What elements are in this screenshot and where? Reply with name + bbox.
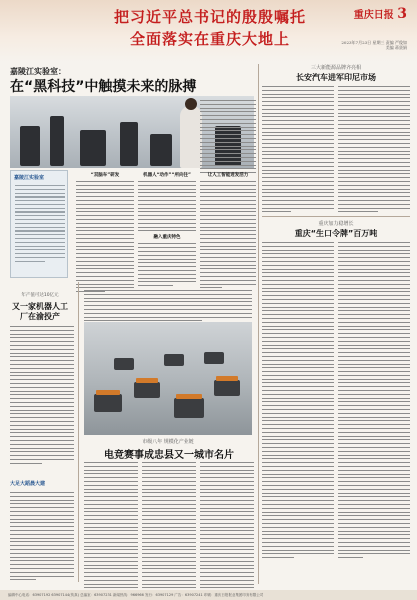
issue-date: 2023年7月23日 星期三 责编 严俊如 美编 蒋贤娟 [341, 40, 407, 50]
agv-top [96, 390, 120, 395]
sidebar-text [15, 185, 65, 264]
headline-line-2: 全面落实在重庆大地上 [129, 30, 290, 48]
section-name: 重庆日报 [353, 10, 394, 21]
robot-arm [50, 116, 64, 166]
right-kicker-1: 三大新能源品牌齐亮相 [310, 65, 361, 71]
right-col-1a [262, 86, 334, 215]
agv-top [176, 394, 202, 399]
main-kicker: 嘉陵江实验室： [10, 67, 66, 76]
main-col-1 [76, 172, 134, 295]
left-col-2 [10, 492, 74, 583]
researcher-head [185, 98, 197, 110]
headline-line-1: 把习近平总书记的殷殷嘱托 [113, 8, 306, 26]
subhead-4: 让人工智能迸发活力 [207, 173, 249, 178]
agv-robot [204, 352, 224, 364]
robot-arm [20, 126, 40, 166]
agv-robot [174, 398, 204, 418]
agv-top [136, 378, 158, 383]
main-col-3 [200, 100, 256, 176]
main-title: 在“黑科技”中触摸未来的脉搏 [10, 79, 197, 95]
subhead-1: “双脑车”研发 [90, 173, 120, 178]
sidebar-title: 嘉陵江实验室 [14, 175, 45, 181]
agv-robot [214, 380, 240, 396]
bottom-col-3 [200, 462, 254, 600]
subhead-3: 融入重庆特色 [153, 235, 181, 241]
main-col-4 [200, 172, 256, 291]
right-col-2a [262, 242, 334, 561]
researcher-figure [180, 106, 202, 168]
main-col-2 [138, 172, 196, 289]
bottom-col-2 [142, 462, 196, 600]
agv-robot [94, 394, 122, 412]
left-col-1 [10, 326, 74, 466]
left-kicker-2: 大足大蹈晨大建 [10, 481, 46, 487]
agv-robot [134, 382, 160, 398]
main-article-tail [84, 290, 252, 324]
footer: 编辑中心电话：63907192 63907144(传真) 总编室：63907231 新闻热线：966966 发行：63907129 广告：63907241 印刷：重庆日报报业集团印务有限公司 [0, 590, 417, 600]
bottom-photo [84, 322, 252, 435]
agv-robot [114, 358, 134, 370]
right-kicker-2: 重庆加力稳增长 [318, 221, 354, 227]
robot-arm [150, 134, 172, 166]
agv-robot [164, 354, 184, 366]
sidebar-box [10, 170, 68, 278]
bottom-col-1 [84, 462, 138, 600]
right-title-1: 长安汽车进军印尼市场 [296, 73, 376, 82]
subhead-2: 机器人“动作”“所向往” [143, 173, 191, 178]
bottom-title: 电竞赛事成忠县又一城市名片 [104, 450, 234, 461]
left-title-1: 又一家机器人工厂在渝投产 [12, 302, 68, 321]
right-col-2b [338, 242, 410, 561]
left-kicker-1: 年产值可达10亿元 [21, 293, 59, 298]
right-title-2: 重庆“生口令牌”百万吨 [294, 229, 378, 238]
bottom-kicker: 市级八年 规模化产业链 [142, 439, 194, 445]
right-col-1b [338, 86, 410, 215]
agv-top [216, 376, 238, 381]
robot-arm [120, 122, 138, 166]
page-number: 3 [397, 6, 407, 22]
page-label [354, 6, 407, 22]
masthead [0, 0, 417, 62]
robot-arm [80, 130, 106, 166]
